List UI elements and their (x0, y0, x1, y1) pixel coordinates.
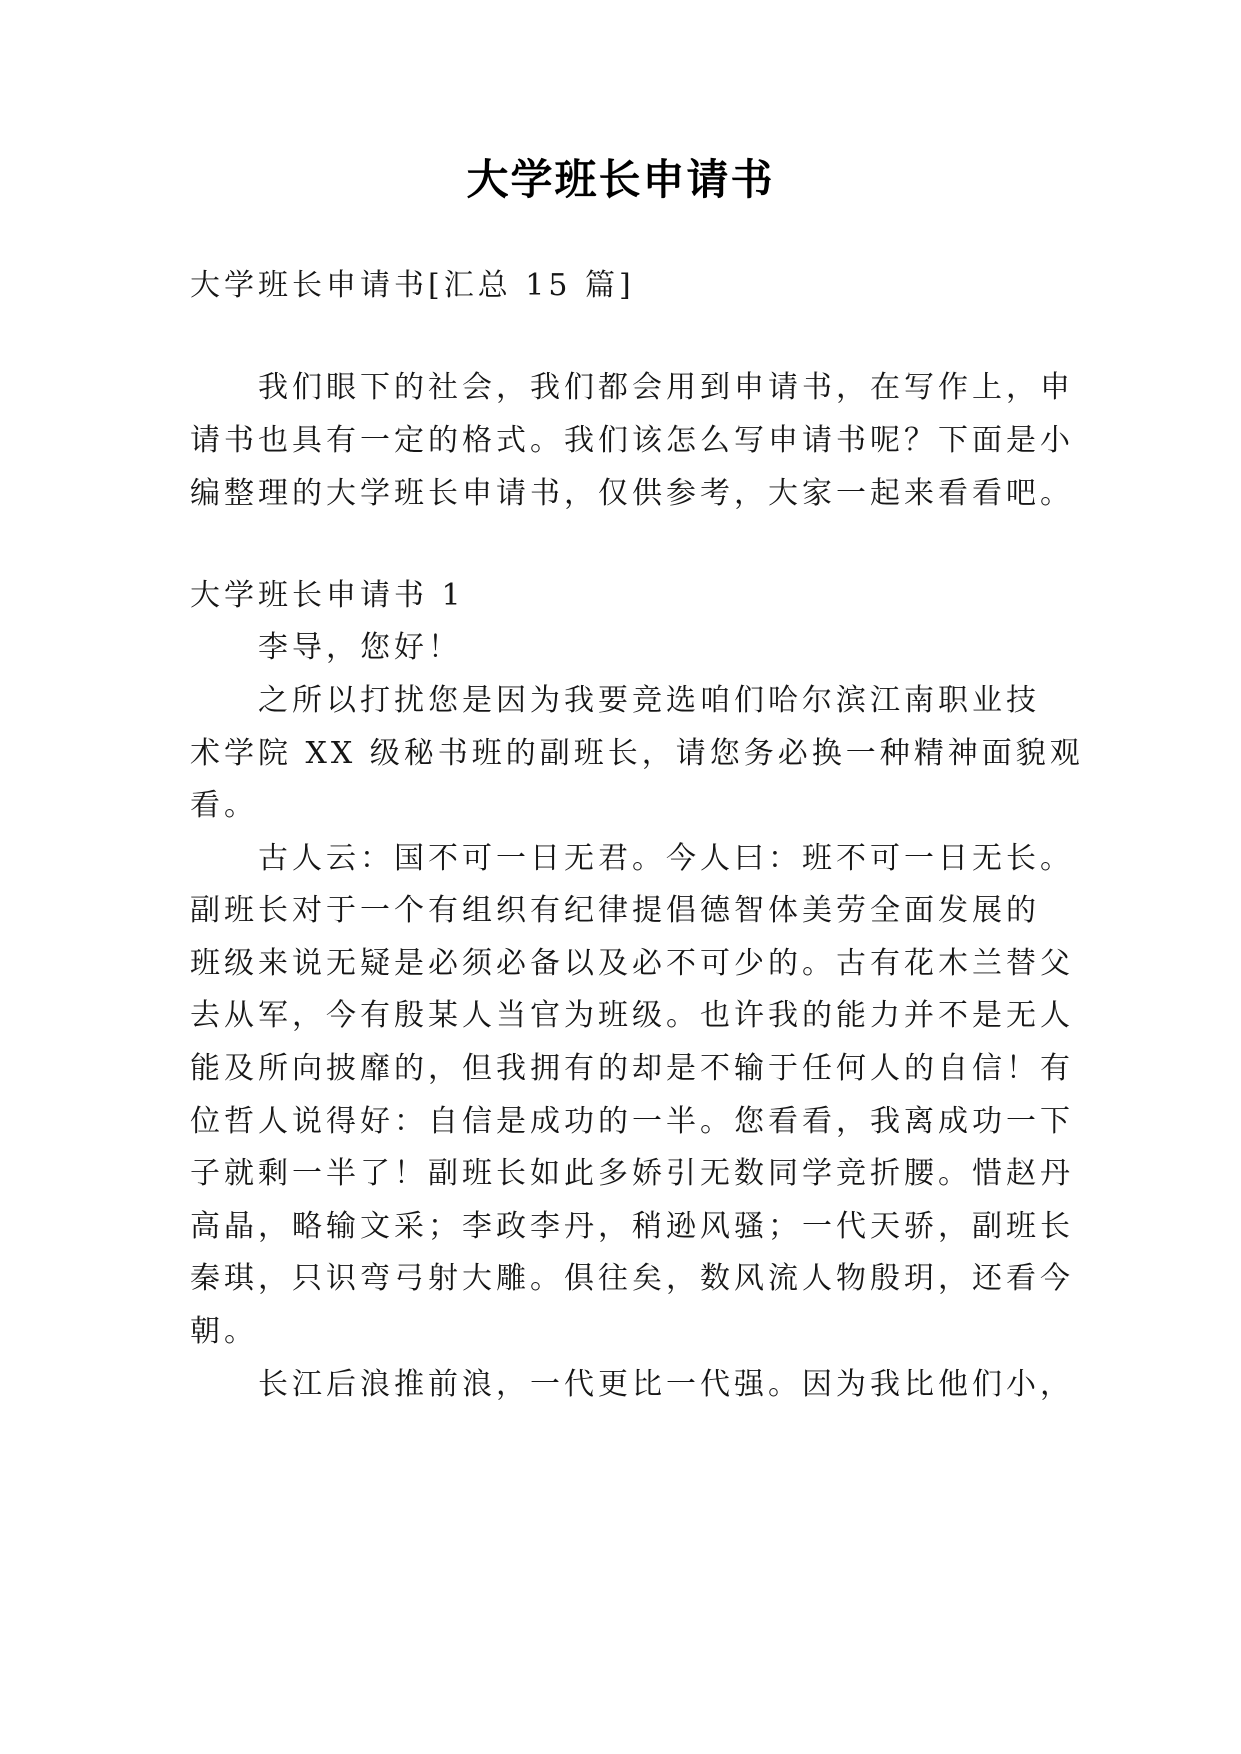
intro-line-3: 编整理的大学班长申请书，仅供参考，大家一起来看看吧。 (190, 476, 1074, 511)
document-title: 大学班长申请书 (466, 155, 775, 204)
intro-line-1: 我们眼下的社会，我们都会用到申请书，在写作上，申 (258, 370, 1074, 405)
body-line-9: 位哲人说得好：自信是成功的一半。您看看，我离成功一下 (190, 1104, 1074, 1139)
body-line-1: 之所以打扰您是因为我要竞选咱们哈尔滨江南职业技 (258, 683, 1040, 718)
salutation: 李导，您好！ (258, 630, 462, 665)
body-line-7: 去从军，今有殷某人当官为班级。也许我的能力并不是无人 (190, 998, 1074, 1033)
body-line-13: 朝。 (190, 1314, 258, 1349)
body-line-11: 高晶，略输文采；李政李丹，稍逊风骚；一代天骄，副班长 (190, 1209, 1074, 1244)
document-subtitle: 大学班长申请书[汇总 15 篇] (190, 268, 635, 303)
body-line-4: 古人云：国不可一日无君。今人曰：班不可一日无长。 (258, 841, 1074, 876)
body-line-6: 班级来说无疑是必须必备以及必不可少的。古有花木兰替父 (190, 946, 1074, 981)
body-line-10: 子就剩一半了！副班长如此多娇引无数同学竞折腰。惜赵丹 (190, 1156, 1074, 1191)
intro-line-2: 请书也具有一定的格式。我们该怎么写申请书呢？下面是小 (190, 423, 1074, 458)
body-line-14: 长江后浪推前浪，一代更比一代强。因为我比他们小， (258, 1367, 1074, 1402)
body-line-12: 秦琪，只识弯弓射大雕。俱往矣，数风流人物殷玥，还看今 (190, 1261, 1074, 1296)
body-line-8: 能及所向披靡的，但我拥有的却是不输于任何人的自信！有 (190, 1051, 1074, 1086)
body-line-2: 术学院 XX 级秘书班的副班长，请您务必换一种精神面貌观 (190, 736, 1084, 771)
body-line-3: 看。 (190, 788, 258, 823)
body-line-5: 副班长对于一个有组织有纪律提倡德智体美劳全面发展的 (190, 893, 1040, 928)
section-heading-1: 大学班长申请书 1 (190, 578, 465, 613)
